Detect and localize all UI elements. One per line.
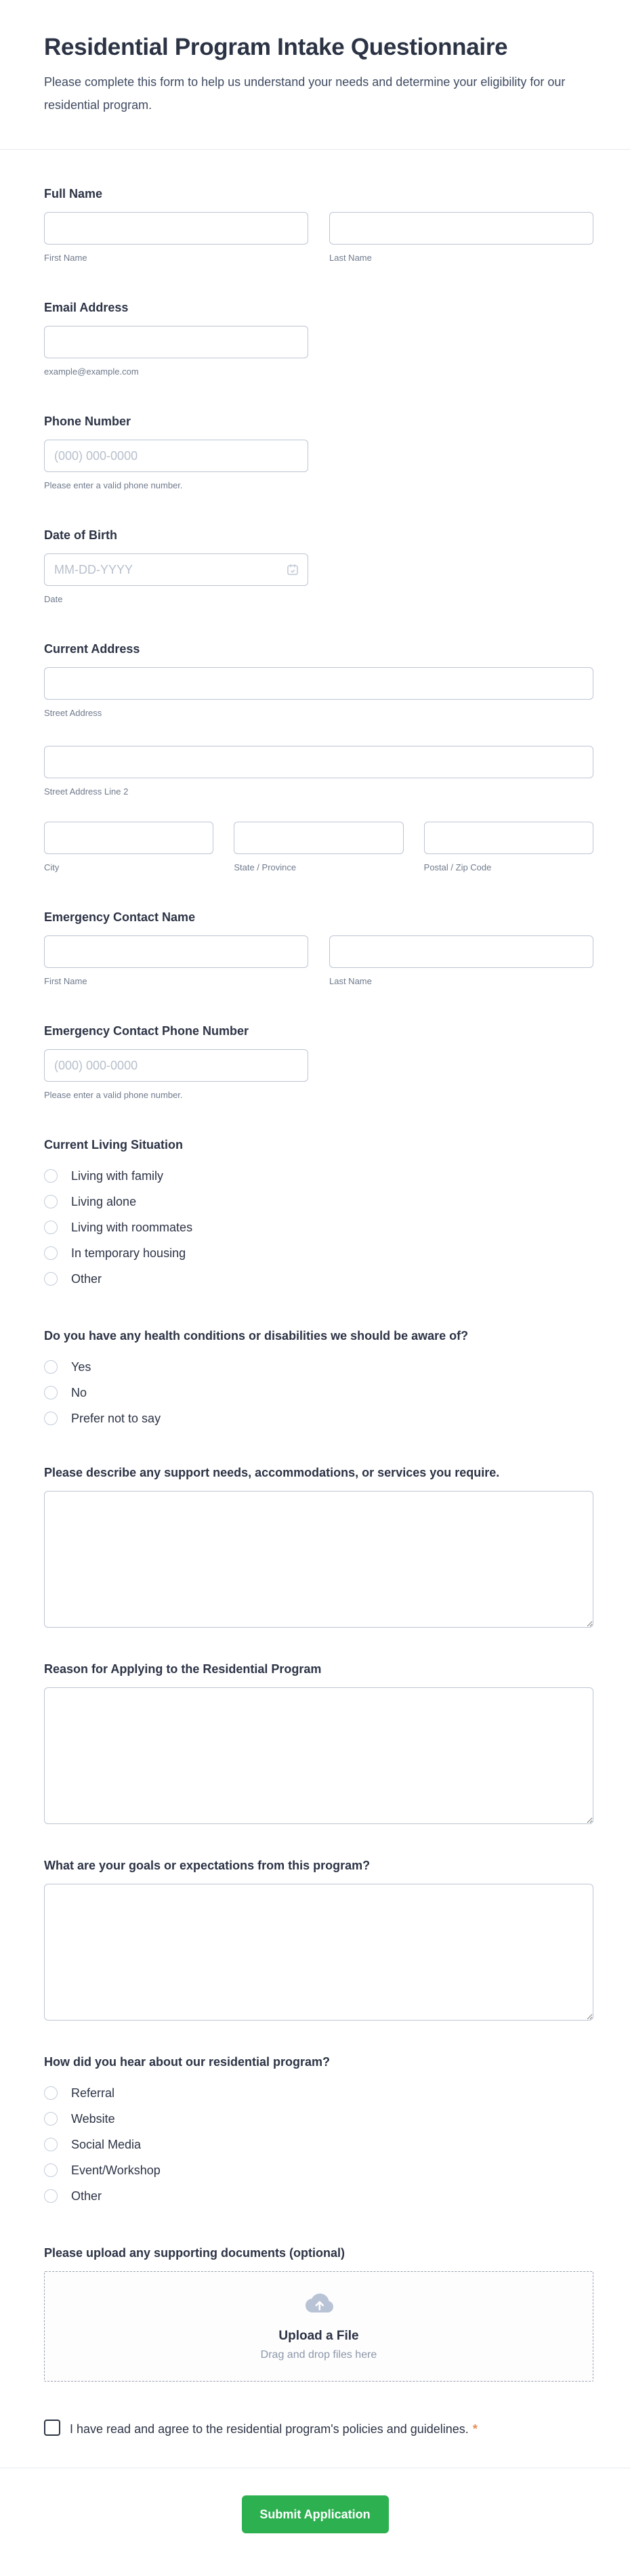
- emergency-first-sublabel: First Name: [44, 976, 87, 986]
- intake-form-page: [0, 34, 630, 2568]
- field-health-conditions: [44, 1328, 593, 1431]
- emergency-phone-label: Emergency Contact Phone Number: [44, 1024, 249, 1038]
- emergency-name-label: Emergency Contact Name: [44, 910, 196, 924]
- city-input[interactable]: [44, 822, 213, 854]
- header-divider: [0, 149, 630, 150]
- radio-health-yes[interactable]: [44, 1354, 593, 1380]
- option-label: No: [71, 1386, 87, 1399]
- field-hear-about: [44, 2054, 593, 2209]
- cloud-upload-icon: [303, 2292, 335, 2319]
- option-label: In temporary housing: [71, 1246, 186, 1260]
- field-emergency-contact-name: [44, 910, 593, 987]
- radio-circle-icon: [44, 2138, 58, 2151]
- upload-dropzone[interactable]: [44, 2271, 593, 2382]
- emergency-phone-sublabel: Please enter a valid phone number.: [44, 1090, 183, 1100]
- option-label: Prefer not to say: [71, 1412, 161, 1425]
- street-address2-sublabel: Street Address Line 2: [44, 786, 129, 797]
- emergency-last-sublabel: Last Name: [329, 976, 372, 986]
- full-name-last-sublabel: Last Name: [329, 253, 372, 263]
- checkbox-unchecked-icon[interactable]: [44, 2420, 60, 2436]
- support-needs-label: Please describe any support needs, accommodations, or services you require.: [44, 1466, 500, 1479]
- page-subtitle: Please complete this form to help us understand your needs and determine your eligibility for our residential program.: [44, 75, 566, 112]
- agreement-text: I have read and agree to the residential program's policies and guidelines.: [70, 2422, 469, 2436]
- zip-col: [424, 822, 593, 873]
- option-label: Living alone: [71, 1195, 137, 1208]
- email-sublabel: example@example.com: [44, 366, 139, 377]
- full-name-first-input[interactable]: [44, 212, 308, 245]
- radio-circle-icon: [44, 1195, 58, 1208]
- radio-living-alone[interactable]: [44, 1189, 593, 1215]
- radio-health-no[interactable]: [44, 1380, 593, 1406]
- option-label: Event/Workshop: [71, 2163, 161, 2177]
- goals-textarea[interactable]: [44, 1884, 593, 2021]
- zip-sublabel: Postal / Zip Code: [423, 862, 492, 872]
- field-support-needs: [44, 1465, 593, 1628]
- email-input[interactable]: [44, 326, 308, 358]
- radio-circle-icon: [44, 2086, 58, 2100]
- radio-hear-event-workshop[interactable]: [44, 2157, 593, 2183]
- state-col: [234, 822, 403, 873]
- city-sublabel: City: [44, 862, 60, 872]
- emergency-last-name-input[interactable]: [329, 935, 593, 968]
- option-label: Yes: [71, 1360, 91, 1374]
- form-footer: [0, 2495, 630, 2568]
- full-name-first-sublabel: First Name: [44, 253, 87, 263]
- field-email: [44, 300, 593, 377]
- option-label: Other: [71, 2189, 102, 2203]
- radio-circle-icon: [44, 2189, 58, 2203]
- radio-in-temporary-housing[interactable]: [44, 1240, 593, 1266]
- full-name-last-input[interactable]: [329, 212, 593, 245]
- radio-circle-icon: [44, 1272, 58, 1286]
- state-sublabel: State / Province: [234, 862, 297, 872]
- address-label: Current Address: [44, 642, 140, 656]
- radio-circle-icon: [44, 1360, 58, 1374]
- zip-input[interactable]: [424, 822, 593, 854]
- upload-label: Please upload any supporting documents (optional): [44, 2246, 345, 2260]
- radio-living-other[interactable]: [44, 1266, 593, 1292]
- radio-hear-social-media[interactable]: [44, 2132, 593, 2157]
- full-name-first-col: [44, 212, 308, 263]
- radio-circle-icon: [44, 2163, 58, 2177]
- field-date-of-birth: [44, 528, 593, 605]
- dob-sublabel: Date: [44, 594, 63, 604]
- health-label: Do you have any health conditions or disabilities we should be aware of?: [44, 1329, 469, 1343]
- agreement-row[interactable]: [44, 2420, 484, 2438]
- email-label: Email Address: [44, 301, 129, 314]
- form-header: [0, 34, 630, 117]
- radio-circle-icon: [44, 1169, 58, 1183]
- radio-living-with-family[interactable]: [44, 1163, 593, 1189]
- radio-circle-icon: [44, 1246, 58, 1260]
- dob-input[interactable]: [44, 553, 308, 586]
- hear-about-label: How did you hear about our residential program?: [44, 2055, 331, 2069]
- option-label: Referral: [71, 2086, 115, 2100]
- field-upload-documents: [44, 2245, 593, 2382]
- field-goals: [44, 1858, 593, 2021]
- upload-button-text: Upload a File: [278, 2329, 359, 2343]
- required-asterisk: *: [472, 2422, 478, 2436]
- field-phone: [44, 414, 593, 491]
- field-current-address: [44, 641, 593, 873]
- street-address-input[interactable]: [44, 667, 593, 700]
- field-full-name: [44, 186, 593, 263]
- living-situation-label: Current Living Situation: [44, 1138, 183, 1152]
- radio-hear-other[interactable]: [44, 2183, 593, 2209]
- street-address-sublabel: Street Address: [44, 708, 102, 718]
- option-label: Social Media: [71, 2138, 142, 2151]
- radio-hear-website[interactable]: [44, 2106, 593, 2132]
- radio-circle-icon: [44, 1386, 58, 1399]
- option-label: Living with roommates: [71, 1221, 193, 1234]
- radio-living-with-roommates[interactable]: [44, 1215, 593, 1240]
- phone-label: Phone Number: [44, 415, 131, 428]
- emergency-last-col: [329, 935, 593, 987]
- support-needs-textarea[interactable]: [44, 1491, 593, 1628]
- reason-label: Reason for Applying to the Residential Program: [44, 1662, 322, 1676]
- emergency-first-col: [44, 935, 308, 987]
- street-address2-input[interactable]: [44, 746, 593, 778]
- option-label: Website: [71, 2112, 115, 2126]
- radio-circle-icon: [44, 1412, 58, 1425]
- radio-hear-referral[interactable]: [44, 2080, 593, 2106]
- emergency-phone-input[interactable]: [44, 1049, 308, 1082]
- upload-hint-text: Drag and drop files here: [260, 2349, 377, 2361]
- option-label: Other: [71, 1272, 102, 1286]
- full-name-label: Full Name: [44, 187, 103, 200]
- option-label: Living with family: [71, 1169, 164, 1183]
- state-input[interactable]: [234, 822, 403, 854]
- dob-label: Date of Birth: [44, 528, 117, 542]
- phone-sublabel: Please enter a valid phone number.: [44, 480, 183, 490]
- reason-textarea[interactable]: [44, 1687, 593, 1824]
- radio-circle-icon: [44, 1221, 58, 1234]
- full-name-last-col: [329, 212, 593, 263]
- field-living-situation: [44, 1137, 593, 1292]
- phone-input[interactable]: [44, 440, 308, 472]
- radio-circle-icon: [44, 2112, 58, 2126]
- field-emergency-contact-phone: [44, 1023, 593, 1101]
- emergency-first-name-input[interactable]: [44, 935, 308, 968]
- city-col: [44, 822, 213, 873]
- form-body: [0, 186, 630, 2438]
- page-title: Residential Program Intake Questionnaire: [44, 34, 508, 60]
- radio-health-prefer-not-to-say[interactable]: [44, 1406, 593, 1431]
- submit-button[interactable]: Submit Application: [242, 2495, 389, 2533]
- goals-label: What are your goals or expectations from this program?: [44, 1859, 371, 1872]
- field-reason: [44, 1662, 593, 1824]
